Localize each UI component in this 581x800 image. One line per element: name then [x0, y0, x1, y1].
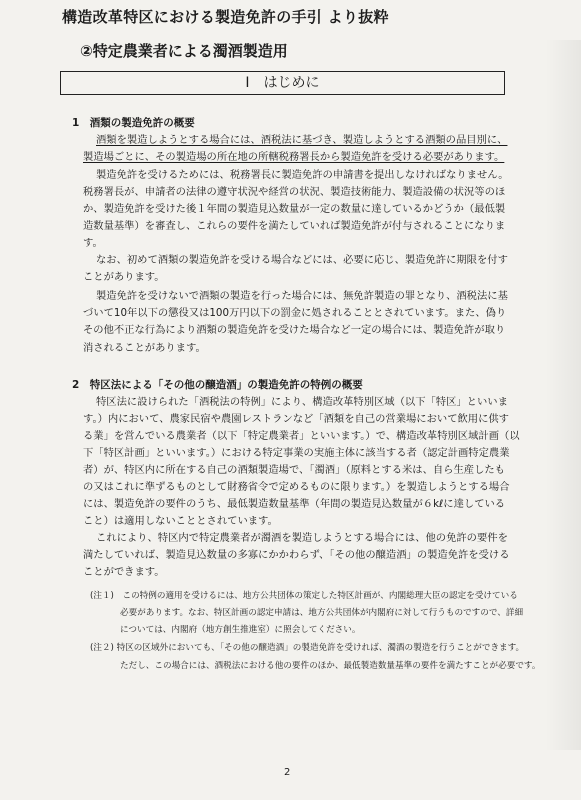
section2-line: 者）が、特区内に所在する自己の酒類製造場で、「濁酒」（原料とする米は、自ら生産したも	[83, 464, 505, 476]
section1-line: なお、初めて酒類の製造免許を受ける場合などには、必要に応じ、製造免許に期限を付す	[96, 254, 508, 266]
section2-line: 下「特区計画」といいます。）における特定事業の実施主体に該当する者（認定計画特定農業	[83, 447, 510, 459]
note-line: 必要があります。なお、特区計画の認定申請は、地方公共団体が内閣府に対して行うものですので、詳細	[120, 608, 524, 618]
page-number: 2	[284, 767, 291, 778]
note-line: (注２) 特区の区域外においても、「その他の醸造酒」の製造免許を受ければ、濁酒の製造を行うことができます。	[90, 643, 525, 653]
document-subtitle: ②特定農業者による濁酒製造用	[80, 42, 288, 60]
section2-line: には、製造免許の要件のうち、最低製造数量基準（年間の製造見込数量が６kℓに達している	[83, 498, 506, 510]
section1-line: か、製造免許を受けた後１年間の製造見込数量が一定の数量に達しているかどうか（最低製	[83, 203, 506, 215]
section2-line: 満たしていれば、製造見込数量の多寡にかかわらず、「その他の醸造酒」の製造免許を受ける	[83, 549, 510, 561]
section2-line: こと）は適用しないこととされています。	[83, 515, 278, 527]
section2-line: す。）内において、農家民宿や農園レストランなど「酒類を自己の営業場において飲用に供す	[83, 413, 509, 425]
section1-line: ことがあります。	[83, 271, 165, 283]
section-title-box: I はじめに	[60, 71, 505, 95]
section1-line: 製造免許を受けるためには、税務署長に製造免許の申請書を提出しなければなりません。	[96, 169, 509, 181]
section1-line: づいて10年以下の懲役又は100万円以下の罰金に処されることとされています。また、偽り	[83, 307, 507, 319]
section1-line: 製造場ごとに、その製造場の所在地の所轄税務署長から製造免許を受ける必要があります。	[83, 151, 505, 163]
section2-line: これにより、特区内で特定農業者が濁酒を製造しようとする場合には、他の免許の要件を	[96, 532, 508, 544]
section2-line: る業」を営んでいる農業者（以下「特定農業者」といいます。）で、構造改革特別区域計画（以	[83, 430, 520, 442]
note-line: ただし、この場合には、酒税法における他の要件のほか、最低製造数量基準の要件を満たすことが必要です。	[120, 661, 541, 671]
section1-line: す。	[83, 237, 103, 249]
scan-edge-shadow	[545, 40, 581, 750]
section2-heading: 2 特区法による「その他の醸造酒」の製造免許の特例の概要	[72, 379, 363, 391]
section1-line: 製造免許を受けないで酒類の製造を行った場合には、無免許製造の罪となり、酒税法に基	[96, 290, 508, 302]
note-line: (注１) この特例の適用を受けるには、地方公共団体の策定した特区計画が、内閣総理大臣の認定を受けている	[90, 591, 518, 601]
document-title: 構造改革特区における製造免許の手引 より抜粋	[62, 8, 389, 26]
section1-line: 造数量基準）を審査し、これらの要件を満たしていれば製造免許が付与されることになりま	[83, 220, 506, 232]
section2-line: ことができます。	[83, 566, 165, 578]
section2-line: の又はこれに準ずるものとして財務省令で定めるものに限ります。）を製造しようとする場合	[83, 481, 510, 493]
section1-heading: 1 酒類の製造免許の概要	[72, 117, 195, 129]
section1-line: その他不正な行為により酒類の製造免許を受けた場合など一定の場合には、製造免許が取り	[83, 324, 506, 336]
section2-line: 特区法に設けられた「酒税法の特例」により、構造改革特別区域（以下「特区」といいま	[96, 396, 508, 408]
section1-line: 消されることがあります。	[83, 342, 206, 354]
note-line: については、内閣府（地方創生推進室）に照会してください。	[120, 625, 361, 635]
section1-line: 税務署長が、申請者の法律の遵守状況や経営の状況、製造技術能力、製造設備の状況等のほ	[83, 186, 506, 198]
section1-line: 酒類を製造しようとする場合には、酒税法に基づき、製造しようとする酒類の品目別に、	[96, 134, 508, 146]
